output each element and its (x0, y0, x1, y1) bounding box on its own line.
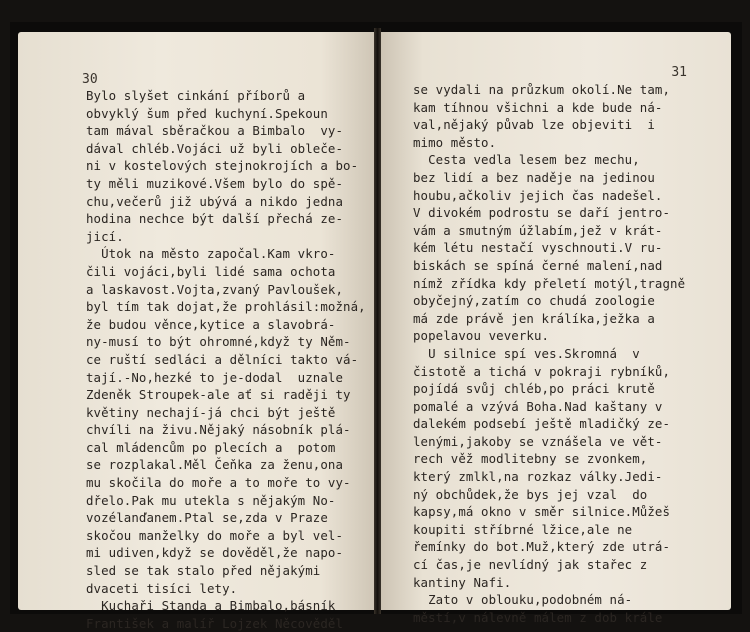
text-line: vozélanďanem.Ptal se,zda v Praze (86, 510, 328, 526)
text-line: pomalé a vzývá Boha.Nad kaštany v (413, 398, 663, 414)
text-line: čili vojáci,byli lidé sama ochota (86, 263, 336, 279)
text-line: Zdeněk Stroupek-ale ať si raději ty (86, 387, 351, 403)
text-line: dřelo.Pak mu utekla s nějakým No- (86, 492, 336, 508)
text-line: ty měli muzikové.Všem bylo do spě- (86, 175, 344, 191)
text-line: mu skočila do moře a to moře to vy- (86, 475, 351, 491)
text-line: val,nějaký půvab lze objeviti i (413, 117, 655, 133)
text-line: bez lidí a bez naděje na jedinou (413, 169, 655, 185)
text-line: obyčejný,zatím co chudá zoologie (413, 293, 655, 309)
text-line: byl tím tak dojat,že prohlásil:možná, (86, 299, 366, 315)
text-line: kam tíhnou všichni a kde bude ná- (413, 99, 663, 115)
text-line: mi udiven,když se dověděl,že napo- (86, 545, 344, 561)
text-line: který zmlkl,na rozkaz války.Jedi- (413, 469, 663, 485)
text-line: že budou věnce,kytice a slavobrá- (86, 316, 336, 332)
page-text (413, 81, 685, 626)
text-line: Bylo slyšet cinkání příborů a (86, 88, 306, 103)
text-line: houbu,ačkoliv jejich čas nadešel. (413, 187, 663, 203)
text-line: pojídá svůj chléb,po práci krutě (413, 381, 655, 397)
text-line: V divokém podrostu se daří jentro- (413, 205, 671, 221)
text-line: se rozplakal.Měl Čeňka za ženu,ona (86, 457, 344, 473)
left-page (18, 32, 374, 631)
text-line: květiny nechají-já chci být ještě (86, 404, 336, 420)
text-line: cal mládencům po plecích a potom (86, 439, 336, 455)
text-line: rech věž modlitebny se zvonkem, (413, 451, 648, 467)
text-line: má zde právě jen králíka,ježka a (413, 310, 655, 326)
text-line: jicí. (86, 228, 124, 244)
text-line: biskách se spíná černé malení,nad (413, 257, 663, 273)
text-line: Útok na město započal.Kam vkro- (86, 246, 336, 262)
text-line: tají.-No,hezké to je-dodal uznale (86, 369, 344, 385)
page-number: 31 (671, 65, 687, 80)
text-line: chu,večerů již ubývá a nikdo jedna (86, 193, 344, 209)
text-line: cí čas,je nevlídný jak stařec z (413, 557, 648, 573)
text-line: Zato v oblouku,podobném ná- (413, 592, 633, 608)
text-line: obvyklý šum před kuchyní.Spekoun (86, 105, 328, 121)
text-line: vám a smutným úžlabím,jež v krát- (413, 222, 663, 238)
text-line: nímž zřídka kdy přeletí motýl,tragně (413, 275, 686, 291)
text-line: čistotě a tichá v pokraji rybníků, (413, 363, 671, 379)
text-line: koupiti stříbrné lžice,ale ne (413, 521, 633, 537)
text-line: Cesta vedla lesem bez mechu, (413, 152, 640, 168)
text-line: se vydali na průzkum okolí.Ne tam, (413, 82, 671, 97)
text-line: ný obchůdek,že bys jej vzal do (413, 486, 648, 502)
text-line: a laskavost.Vojta,zvaný Pavloušek, (86, 281, 344, 297)
text-line: kapsy,má okno v směr silnice.Můžeš (413, 504, 671, 520)
text-line: chvíli na živu.Nějaký násobník plá- (86, 422, 351, 438)
book-gutter (374, 28, 381, 614)
text-line: František a malíř Lojzek Něcověděl (86, 615, 344, 631)
text-line: městí,v nálevně málem z dob krále (413, 609, 663, 625)
text-line: ni v kostelových stejnokrojích a bo- (86, 158, 359, 174)
text-line: dával chléb.Vojáci už byli obleče- (86, 140, 344, 156)
page-number: 30 (82, 72, 98, 87)
text-line: ny-musí to být ohromné,když ty Něm- (86, 334, 351, 350)
book-spread (10, 22, 742, 631)
text-line: řemínky do bot.Muž,který zde utrá- (413, 539, 671, 555)
text-line: ce ruští sedláci a dělníci takto vá- (86, 351, 359, 367)
text-line: lenými,jakoby se vznášela ve vět- (413, 433, 663, 449)
text-line: kém létu nestačí vyschnouti.V ru- (413, 240, 663, 256)
text-line: mimo město. (413, 134, 497, 150)
text-line: tam mával sběračkou a Bimbalo vy- (86, 123, 344, 139)
text-line: skočou manželky do moře a byl vel- (86, 527, 344, 543)
right-page (381, 32, 731, 625)
text-line: dvaceti tisíci lety. (86, 580, 238, 596)
text-line: hodina nechce být další přechá ze- (86, 211, 344, 227)
text-line: U silnice spí ves.Skromná v (413, 345, 640, 361)
text-line: sled se tak stalo před nějakými (86, 563, 321, 579)
page-text (86, 87, 366, 632)
text-line: dalekém podsebí ještě mladičký ze- (413, 416, 671, 432)
text-line: popelavou veverku. (413, 328, 550, 344)
text-line: Kuchaři Standa a Bimbalo,básník (86, 598, 336, 614)
text-line: kantiny Nafi. (413, 574, 512, 590)
